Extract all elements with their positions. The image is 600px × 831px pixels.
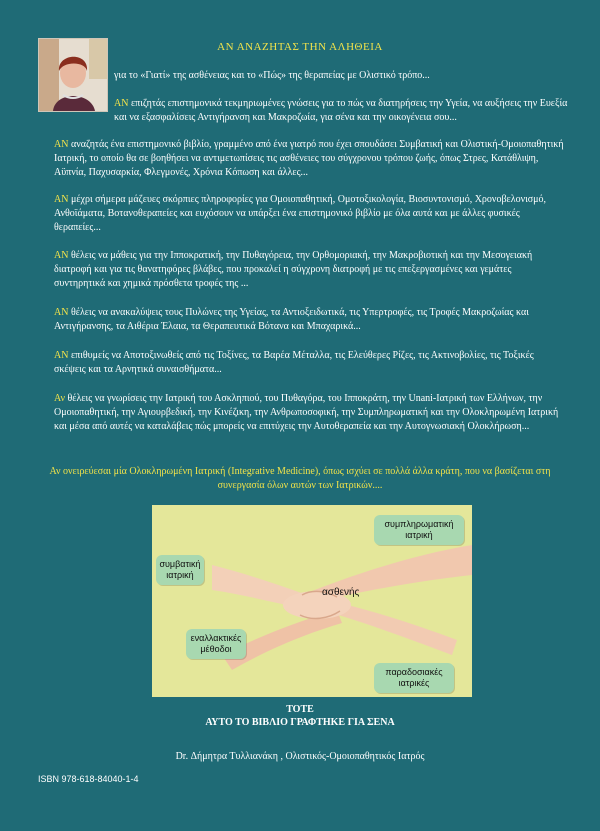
conventional-medicine-label: συμβατική ιατρική (159, 559, 201, 580)
paragraph-lead: ΑΝ (54, 139, 69, 150)
paragraph-text: επιζητάς επιστημονικά τεκμηριωμένες γνώσεις για το πώς να διατηρήσεις την Υγεία, να αυξήσεις την Ευεξία και να εξασφαλίσεις Αντιγήρανση και Μακροζωία, για σένα και την οικογένεια σου... (114, 98, 568, 123)
tote-subtitle: ΑΥΤΟ ΤΟ ΒΙΒΛΙΟ ΓΡΑΦΤΗΚΕ ΓΙΑ ΣΕΝΑ (205, 717, 395, 728)
paragraph-lead: ΑΝ (54, 194, 69, 205)
paragraph-1 (114, 97, 569, 125)
paragraph-lead: ΑΝ (114, 98, 129, 109)
paragraph-text: μέχρι σήμερα μάζευες σκόρπιες πληροφορίες για Ομοιοπαθητική, Ομοτοξικολογία, Βιοσυντονισμό, Χρονοβελονισμό, Ανθοϊάματα, Βοτανοθεραπείες και ευχόσουν να υπάρξει ένα επιστημονικό βιβλίο με όλα αυτά και με άλλες φυσικές θεραπείες... (54, 194, 547, 233)
paragraph-lead: ΑΝ (54, 250, 69, 261)
paragraph-5 (54, 306, 564, 334)
paragraph-lead: Αν (54, 393, 66, 404)
paragraph-lead: ΑΝ (54, 350, 69, 361)
conventional-medicine-box (156, 555, 204, 585)
paragraph-7 (54, 392, 564, 434)
complementary-medicine-label: συμπληρωματική ιατρική (384, 519, 454, 540)
tote-word: ΤΟΤΕ (286, 704, 314, 715)
complementary-medicine-box (374, 515, 464, 545)
paragraph-text: θέλεις να μάθεις για την Ιπποκρατική, την Πυθαγόρεια, την Ορθομοριακή, την Μακροβιοτική και την Μεσογειακή διατροφή και για τις θανατηφόρες βλάβες, που προκαλεί η σύγχρονη διατροφή με τις επεξεργασμένες και γεμάτες συντηρητικά και χημικά πρόσθετα τροφές της ... (54, 250, 533, 289)
traditional-medicine-label: παραδοσιακές ιατρικές (385, 667, 443, 688)
isbn: ISBN 978-618-84040-1-4 (38, 774, 139, 784)
paragraph-4 (54, 249, 564, 291)
integrative-medicine-text: Αν ονειρεύεσαι μία Ολοκληρωμένη Ιατρική (Integrative Medicine), όπως ισχύει σε πολλά άλλα κράτη, που να βασίζεται στη συνεργασία όλων αυτών των Ιατρικών.... (49, 466, 551, 491)
paragraph-2 (54, 138, 564, 180)
intro-text: για το «Γιατί» της ασθένειας και το «Πώς» της θεραπείας με Ολιστικό τρόπο... (114, 70, 430, 81)
paragraph-text: θέλεις να γνωρίσεις την Ιατρική του Ασκληπιού, του Πυθαγόρα, του Ιπποκράτη, την Unani-Ιατρική των Ελλήνων, την Ομοιοπαθητική, την Αγιουρβεδική, την Κινέζικη, την Ανθρωποσοφική, την Συμπληρωματική και την Ολοκληρωμένη Ιατρική και μέσα από αυτές να καταλάβεις πώς μπορείς να επιτύχεις την Αυτοθεραπεία και την Αυτογνωσιακή Ολοκλήρωση... (54, 393, 559, 432)
paragraph-text: επιθυμείς να Αποτοξινωθείς από τις Τοξίνες, τα Βαρέα Μέταλλα, τις Ελεύθερες Ρίζες, τις Ακτινοβολίες, τις Τοξικές σκέψεις και τα Αρνητικά συναισθήματα... (54, 350, 534, 375)
traditional-medicine-box (374, 663, 454, 693)
page-heading: ΑΝ ΑΝΑΖΗΤΑΣ ΤΗΝ ΑΛΗΘΕΙΑ (217, 41, 383, 53)
hands-diagram (152, 505, 472, 697)
paragraph-text: θέλεις να ανακαλύψεις τους Πυλώνες της Υγείας, τα Αντιοξειδωτικά, τις Υπερτροφές, τις Τροφές Μακροζωίας και Αντιγήρανσης, τα Αιθέρια Έλαια, τα Θεραπευτικά Βότανα και Μπαχαρικά... (54, 307, 529, 332)
alternative-methods-box (186, 629, 246, 659)
alternative-methods-label: εναλλακτικές μέθοδοι (190, 633, 242, 654)
paragraph-text: αναζητάς ένα επιστημονικό βιβλίο, γραμμένο από ένα γιατρό που έχει σπουδάσει Συμβατική και Ολιστική-Ομοιοπαθητική Ιατρική, το οποίο θα σε βοηθήσει να αντιμετωπίσεις τις ασθένειες του σύγχρονου τρόπου ζωής, όπως Στρες, Κατάθλιψη, Αϋπνία, Παχυσαρκία, Φλεγμονές, Χρόνια Κόπωση και άλλες... (54, 139, 564, 178)
conclusion (0, 703, 600, 729)
author-line: Dr. Δήμητρα Τυλλιανάκη , Ολιστικός-Ομοιοπαθητικός Ιατρός (175, 751, 425, 762)
paragraph-lead: ΑΝ (54, 307, 69, 318)
patient-label: ασθενής (322, 587, 360, 598)
paragraph-3 (54, 193, 564, 235)
paragraph-6 (54, 349, 564, 377)
